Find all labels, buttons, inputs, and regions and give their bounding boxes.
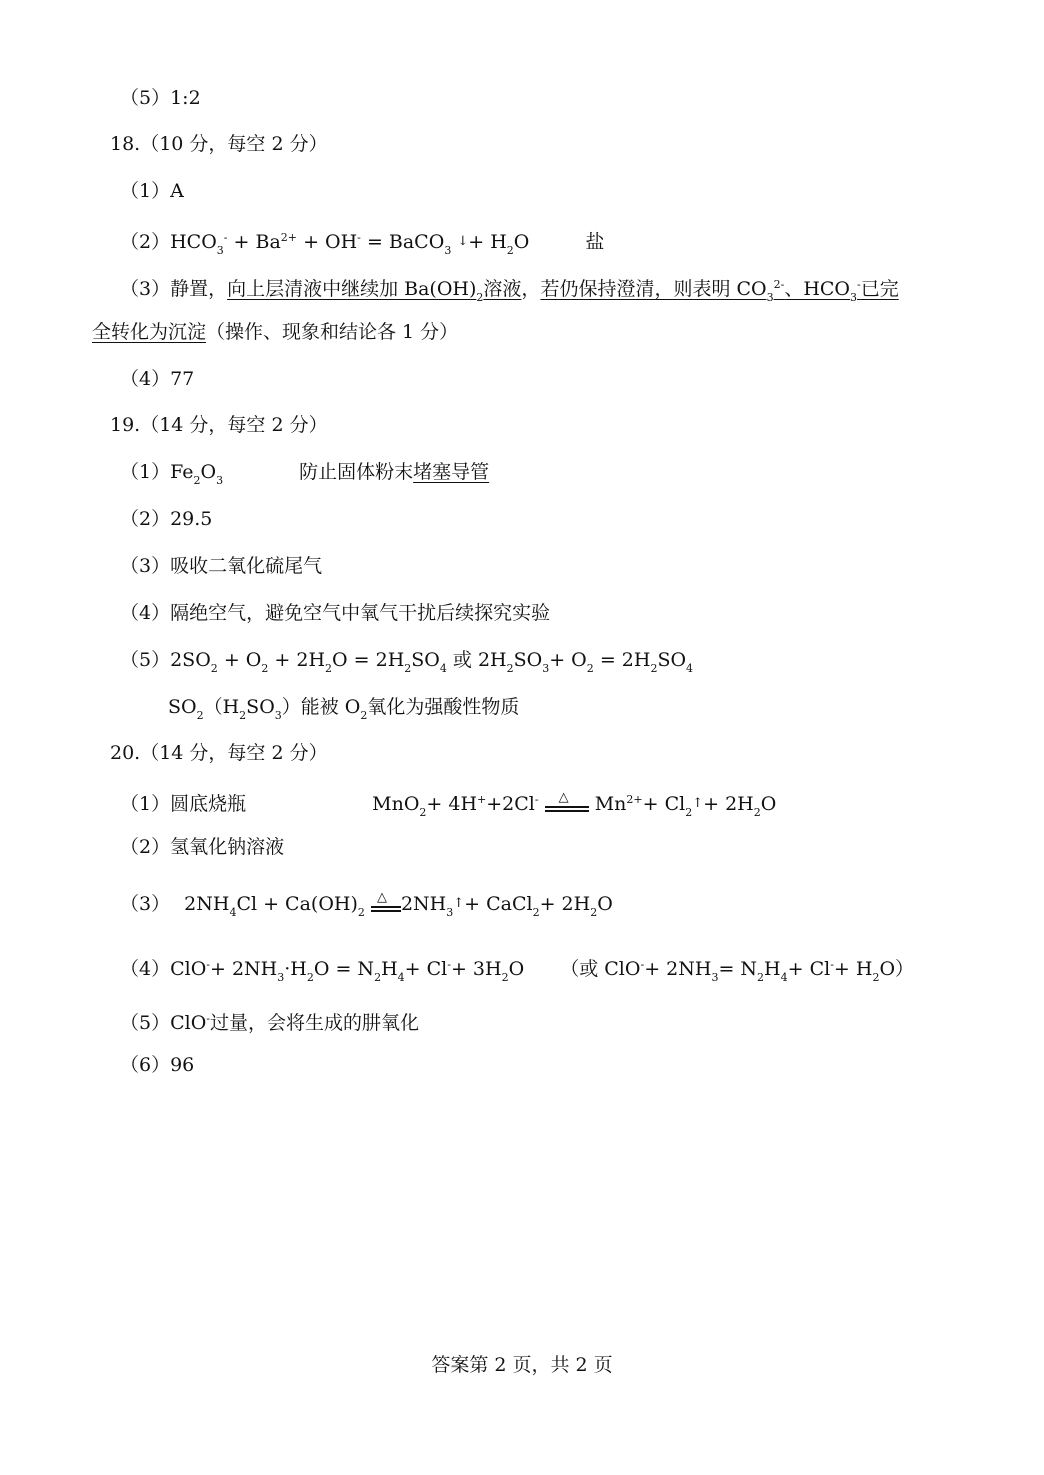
answer-20-6: （6）96 — [120, 1054, 195, 1076]
answer-20-2: （2）氢氧化钠溶液 — [120, 836, 285, 858]
answer-18-2: $(2)HCO_3^- + Ba^{2+} + OH^-$ = BaCO$_3$ ↓+ $H_2O$ 盐 — [120, 231, 605, 257]
page-footer: 答案第 2 页，共 2 页 — [431, 1354, 613, 1376]
answer-19-5: $(5)2SO_2 + O_2 + 2H_2O = 2H_2SO_4$ 或 $2H_2SO_3+ O_2 = 2H_2SO_4$ — [120, 649, 694, 675]
gas-arrow-icon: ↑ — [453, 896, 465, 911]
question-20-title: 20.（14 分，每空 2 分） — [110, 742, 328, 764]
heating-condition-icon: △ — [545, 794, 589, 816]
answer-19-4: （4）隔绝空气，避免空气中氧气干扰后续探究实验 — [120, 602, 551, 624]
answer-19-2: （2）29.5 — [120, 508, 213, 530]
heating-condition-icon: △ — [371, 894, 401, 916]
salt-answer: 盐 — [585, 231, 605, 253]
answer-18-3: （3）静置，向上层清液中继续加 $Ba(OH)_2$溶液，若仍保持澄清，则表明 $CO_3^{2-}$、$HCO_3^-$已完 — [120, 278, 899, 304]
answer-17-5: （5）1:2 — [120, 87, 201, 109]
gas-arrow-icon: ↑ — [692, 796, 704, 811]
answer-20-3: （3） $2NH_4Cl + Ca(OH)_2$ △ $2NH_3↑+$ CaCl$_2$+ $2H_2O$ — [120, 890, 613, 919]
question-19-title: 19.（14 分，每空 2 分） — [110, 414, 328, 436]
question-18-title: 18.（10 分，每空 2 分） — [110, 133, 328, 155]
answer-19-5-explanation: $SO_2(H_2SO_3)$能被 $O_2$氧化为强酸性物质 — [168, 696, 520, 722]
answer-20-4: $(4)ClO^-+ 2NH_3\cdot H_2O = N_2H_4+ Cl^-+ 3H_2O$ （或 $ClO^-+ 2NH_3= N_2H_4+ Cl^-+ H_2O$） — [120, 958, 915, 984]
answer-20-5: （5）ClO-过量，会将生成的肼氧化 — [120, 1012, 420, 1034]
answer-19-3: （3）吸收二氧化硫尾气 — [120, 555, 323, 577]
answer-18-3-continued: 全转化为沉淀（操作、现象和结论各 1 分） — [92, 321, 459, 343]
precipitate-arrow-icon: ↓ — [457, 234, 469, 249]
answer-18-4: （4）77 — [120, 368, 195, 390]
answer-19-1: $(1)Fe_2O_3$ 防止固体粉末堵塞导管 — [120, 461, 490, 487]
answer-18-1: （1）A — [120, 180, 184, 202]
answer-20-1: （1）圆底烧瓶 MnO$_2$+ 4H++2Cl- △ $Mn^{2+}+$ $Cl_2↑+ 2H_2O$ — [120, 790, 777, 819]
